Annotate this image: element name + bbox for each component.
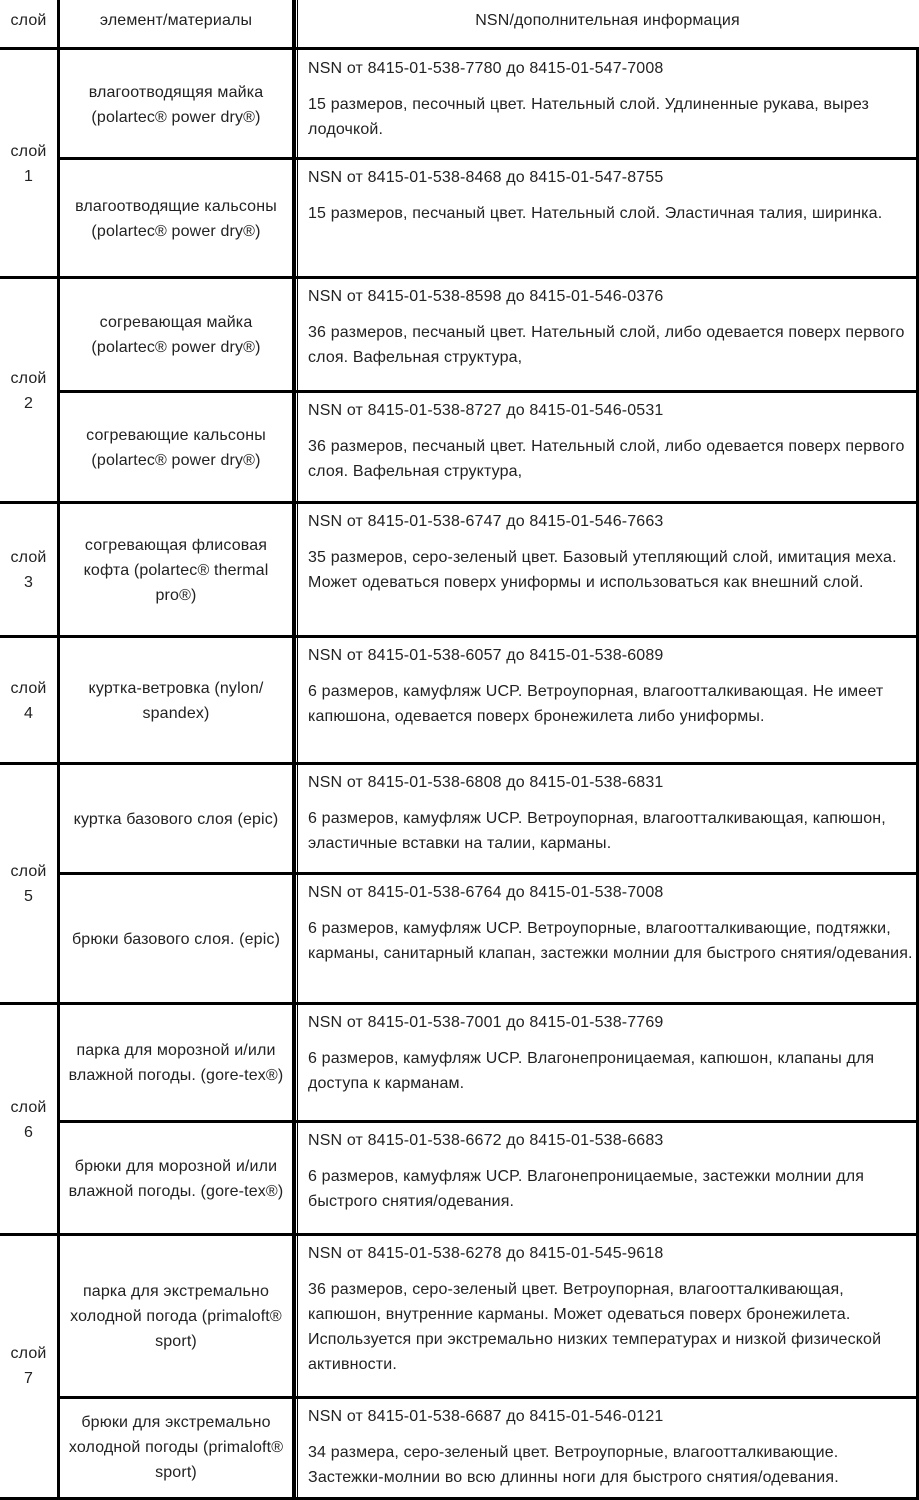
layer-label: слой (10, 369, 47, 387)
element-cell (60, 637, 292, 764)
info-cell (298, 503, 915, 637)
item-divider (57, 390, 919, 393)
element-name: брюки для морозной и/или влажной погоды. (gore-tex®) (68, 1157, 284, 1200)
item-description: 36 размеров, серо-зеленый цвет. Ветроупорная, влагоотталкивающая, капюшон, внутренние карманы. Может одеваться поверх бронежилета. Используется при экстремально низких температурах и низкой физической активности. (308, 1281, 882, 1373)
element-name: согревающие кальсоны (polartec® power dry®) (86, 426, 266, 469)
element-name: брюки для экстремально холодной погоды (primaloft® sport) (68, 1414, 284, 1481)
element-name: влагоотводящяя майка (polartec® power dry®) (88, 83, 264, 126)
element-cell (60, 1122, 292, 1235)
element-cell (60, 1235, 292, 1398)
element-cell (60, 1004, 292, 1122)
item-divider (57, 157, 919, 160)
item-description: 36 размеров, песчаный цвет. Нательный слой, либо одевается поверх первого слоя. Вафельная структура, (308, 324, 905, 366)
info-cell (298, 764, 915, 874)
layer-label: слой (10, 1098, 47, 1116)
item-description: 6 размеров, камуфляж UCP. Ветроупорные, влагоотталкивающие, подтяжки, карманы, санитарный клапан, застежки молнии для быстрого снятия/одевания. (308, 920, 913, 962)
info-cell (298, 1235, 915, 1398)
layer-number: 1 (23, 168, 34, 185)
element-name: согревающая майка (polartec® power dry®) (91, 314, 261, 356)
layer-number: 6 (23, 1123, 34, 1141)
element-name: брюки базового слоя. (epic) (71, 930, 281, 948)
layer-number: 7 (23, 1370, 34, 1387)
layer-number: 3 (23, 574, 34, 591)
element-cell (60, 159, 292, 278)
element-cell (60, 1398, 292, 1497)
layer-label: слой (10, 1345, 47, 1362)
info-cell (298, 278, 915, 392)
nsn-range: NSN от 8415-01-538-6808 до 8415-01-538-6831 (308, 774, 664, 791)
item-description: 36 размеров, песчаный цвет. Нательный слой, либо одевается поверх первого слоя. Вафельная структура, (308, 438, 905, 480)
layer-cell (0, 1004, 57, 1235)
info-cell (298, 1004, 915, 1122)
header-info: NSN/дополнительная информация (475, 11, 740, 29)
item-divider (57, 872, 919, 875)
nsn-range: NSN от 8415-01-538-7001 до 8415-01-538-7769 (308, 1014, 664, 1031)
nsn-range: NSN от 8415-01-538-6057 до 8415-01-538-6089 (308, 647, 664, 664)
element-name: согревающая флисовая кофта (polartec® thermal pro®) (83, 536, 269, 604)
header-element: элемент/материалы (99, 11, 253, 29)
nsn-range: NSN от 8415-01-538-6764 до 8415-01-538-7008 (308, 884, 664, 901)
nsn-range: NSN от 8415-01-538-7780 до 8415-01-547-7008 (308, 60, 664, 77)
nsn-range: NSN от 8415-01-538-8598 до 8415-01-546-0376 (308, 288, 664, 305)
layer-label: слой (10, 863, 47, 880)
layer-label: слой (10, 549, 47, 566)
layer-cell (0, 50, 57, 278)
layer-label: слой (10, 143, 47, 160)
nsn-range: NSN от 8415-01-538-6672 до 8415-01-538-6683 (308, 1132, 664, 1149)
item-description: 6 размеров, камуфляж UCP. Влагонепроницаемая, капюшон, клапаны для доступа к карманам. (308, 1050, 875, 1092)
item-description: 15 размеров, песочный цвет. Нательный слой. Удлиненные рукава, вырез лодочкой. (308, 96, 870, 138)
element-cell (60, 50, 292, 159)
layer-cell (0, 764, 57, 1004)
nsn-range: NSN от 8415-01-538-6687 до 8415-01-546-0121 (308, 1408, 664, 1425)
nsn-range: NSN от 8415-01-538-6278 до 8415-01-545-9618 (308, 1245, 664, 1262)
element-name: парка для морозной и/или влажной погоды. (gore-tex®) (68, 1042, 284, 1084)
element-cell (60, 503, 292, 637)
layer-number: 2 (23, 394, 34, 412)
element-cell (60, 764, 292, 874)
item-description: 34 размера, серо-зеленый цвет. Ветроупорные, влагоотталкивающие. Застежки-молнии во всю длинны ноги для быстрого снятия/одевания. (308, 1444, 839, 1486)
element-name: куртка-ветровка (nylon/ spandex) (88, 679, 264, 722)
item-description: 35 размеров, серо-зеленый цвет. Базовый утепляющий слой, имитация меха. Может одеваться поверх униформы и использоваться как внешний слой. (308, 549, 897, 591)
info-cell (298, 1122, 915, 1235)
header-layer: слой (10, 11, 47, 29)
element-name: влагоотводящие кальсоны (polartec® power dry®) (75, 197, 277, 240)
layer-label: слой (10, 679, 47, 697)
info-cell (298, 637, 915, 764)
item-description: 6 размеров, камуфляж UCP. Влагонепроницаемые, застежки молнии для быстрого снятия/одевания. (308, 1168, 865, 1210)
item-description: 6 размеров, камуфляж UCP. Ветроупорная, влагоотталкивающая, капюшон, эластичные вставки на талии, карманы. (308, 810, 886, 852)
item-description: 6 размеров, камуфляж UCP. Ветроупорная, влагоотталкивающая. Не имеет капюшона, одевается поверх бронежилета либо униформы. (308, 683, 884, 725)
info-cell (298, 159, 915, 278)
element-name: парка для экстремально холодной погода (primaloft® sport) (70, 1283, 282, 1350)
layer-cell (0, 503, 57, 637)
layer-number: 5 (23, 888, 34, 905)
info-cell (298, 50, 915, 159)
item-divider (57, 1120, 919, 1123)
column-divider-2 (292, 0, 296, 1497)
item-description: 15 размеров, песчаный цвет. Нательный слой. Эластичная талия, ширинка. (308, 205, 883, 222)
element-name: куртка базового слоя (epic) (73, 810, 279, 828)
item-divider (57, 1396, 919, 1399)
info-cell (298, 1398, 915, 1497)
element-cell (60, 874, 292, 1004)
layer-number: 4 (23, 704, 34, 722)
info-cell (298, 874, 915, 1004)
info-cell (298, 392, 915, 503)
nsn-range: NSN от 8415-01-538-6747 до 8415-01-546-7663 (308, 513, 664, 530)
element-cell (60, 278, 292, 392)
layer-cell (0, 637, 57, 764)
layer-cell (0, 278, 57, 503)
nsn-range: NSN от 8415-01-538-8468 до 8415-01-547-8755 (308, 169, 664, 186)
element-cell (60, 392, 292, 503)
layer-cell (0, 1235, 57, 1497)
nsn-range: NSN от 8415-01-538-8727 до 8415-01-546-0531 (308, 402, 664, 419)
